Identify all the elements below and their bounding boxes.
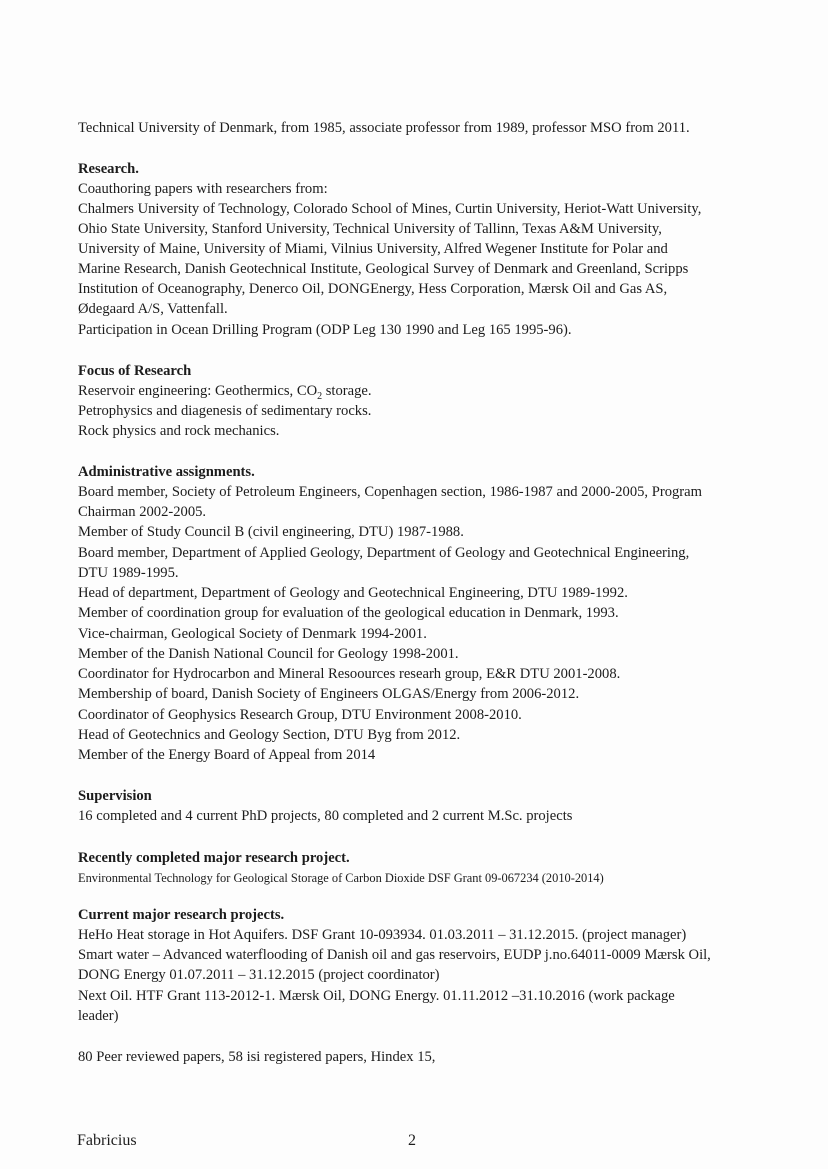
- research-line: Ohio State University, Stanford University, Technical University of Tallinn, Texas A&M University,: [78, 221, 662, 237]
- current-projects-heading: Current major research projects.: [78, 907, 285, 923]
- research-heading: Research.: [78, 161, 139, 177]
- current-project-line: Next Oil. HTF Grant 113-2012-1. Mærsk Oil, DONG Energy. 01.11.2012 –31.10.2016 (work package: [78, 988, 675, 1004]
- current-project-line: leader): [78, 1008, 119, 1024]
- admin-heading: Administrative assignments.: [78, 464, 255, 480]
- admin-line: Chairman 2002-2005.: [78, 504, 207, 520]
- admin-line: Head of department, Department of Geology and Geotechnical Engineering, DTU 1989-1992.: [78, 585, 628, 601]
- intro-text: Technical University of Denmark, from 1985, associate professor from 1989, professor MSO from 2011.: [78, 120, 690, 136]
- admin-line: Coordinator of Geophysics Research Group, DTU Environment 2008-2010.: [78, 707, 522, 723]
- supervision-heading: Supervision: [78, 788, 152, 804]
- admin-line: Board member, Department of Applied Geology, Department of Geology and Geotechnical Engineering,: [78, 545, 690, 561]
- supervision-text: 16 completed and 4 current PhD projects, 80 completed and 2 current M.Sc. projects: [78, 808, 573, 824]
- completed-project-text: Environmental Technology for Geological Storage of Carbon Dioxide DSF Grant 09-067234 (2010-2014): [78, 871, 604, 885]
- admin-line: Member of Study Council B (civil engineering, DTU) 1987-1988.: [78, 524, 464, 540]
- research-line: Coauthoring papers with researchers from:: [78, 181, 328, 197]
- focus-line: Reservoir engineering: Geothermics, $CO_2$ storage.: [78, 383, 372, 402]
- research-line: Marine Research, Danish Geotechnical Institute, Geological Survey of Denmark and Greenland, Scripps: [78, 261, 689, 277]
- admin-line: Head of Geotechnics and Geology Section, DTU Byg from 2012.: [78, 727, 461, 743]
- footer-page-number: 2: [408, 1132, 416, 1149]
- admin-line: Member of the Danish National Council for Geology 1998-2001.: [78, 646, 459, 662]
- admin-line: Member of coordination group for evaluation of the geological education in Denmark, 1993.: [78, 605, 619, 621]
- admin-line: DTU 1989-1995.: [78, 565, 179, 581]
- current-project-line: Smart water – Advanced waterflooding of Danish oil and gas reservoirs, EUDP j.no.64011-0009 Mærsk Oil,: [78, 947, 711, 963]
- completed-project-heading: Recently completed major research project.: [78, 850, 350, 866]
- admin-line: Coordinator for Hydrocarbon and Mineral Resoources researh group, E&R DTU 2001-2008.: [78, 666, 621, 682]
- focus-line: Rock physics and rock mechanics.: [78, 423, 280, 439]
- admin-line: Vice-chairman, Geological Society of Denmark 1994-2001.: [78, 626, 427, 642]
- research-line: University of Maine, University of Miami, Vilnius University, Alfred Wegener Institute for Polar and: [78, 241, 668, 257]
- admin-line: Board member, Society of Petroleum Engineers, Copenhagen section, 1986-1987 and 2000-2005, Program: [78, 484, 702, 500]
- focus-line: Petrophysics and diagenesis of sedimentary rocks.: [78, 403, 372, 419]
- admin-line: Member of the Energy Board of Appeal from 2014: [78, 747, 376, 763]
- research-line: Ødegaard A/S, Vattenfall.: [78, 301, 228, 317]
- papers-summary: 80 Peer reviewed papers, 58 isi registered papers, Hindex 15,: [78, 1049, 436, 1065]
- footer-author: Fabricius: [77, 1132, 137, 1149]
- research-line: Institution of Oceanography, Denerco Oil, DONGEnergy, Hess Corporation, Mærsk Oil and Gas AS,: [78, 281, 668, 297]
- research-line: Participation in Ocean Drilling Program (ODP Leg 130 1990 and Leg 165 1995-96).: [78, 322, 572, 338]
- current-project-line: HeHo Heat storage in Hot Aquifers. DSF Grant 10-093934. 01.03.2011 – 31.12.2015. (project manager): [78, 927, 687, 943]
- research-line: Chalmers University of Technology, Colorado School of Mines, Curtin University, Heriot-Watt University,: [78, 201, 702, 217]
- admin-line: Membership of board, Danish Society of Engineers OLGAS/Energy from 2006-2012.: [78, 686, 580, 702]
- focus-heading: Focus of Research: [78, 363, 192, 379]
- current-project-line: DONG Energy 01.07.2011 – 31.12.2015 (project coordinator): [78, 967, 440, 983]
